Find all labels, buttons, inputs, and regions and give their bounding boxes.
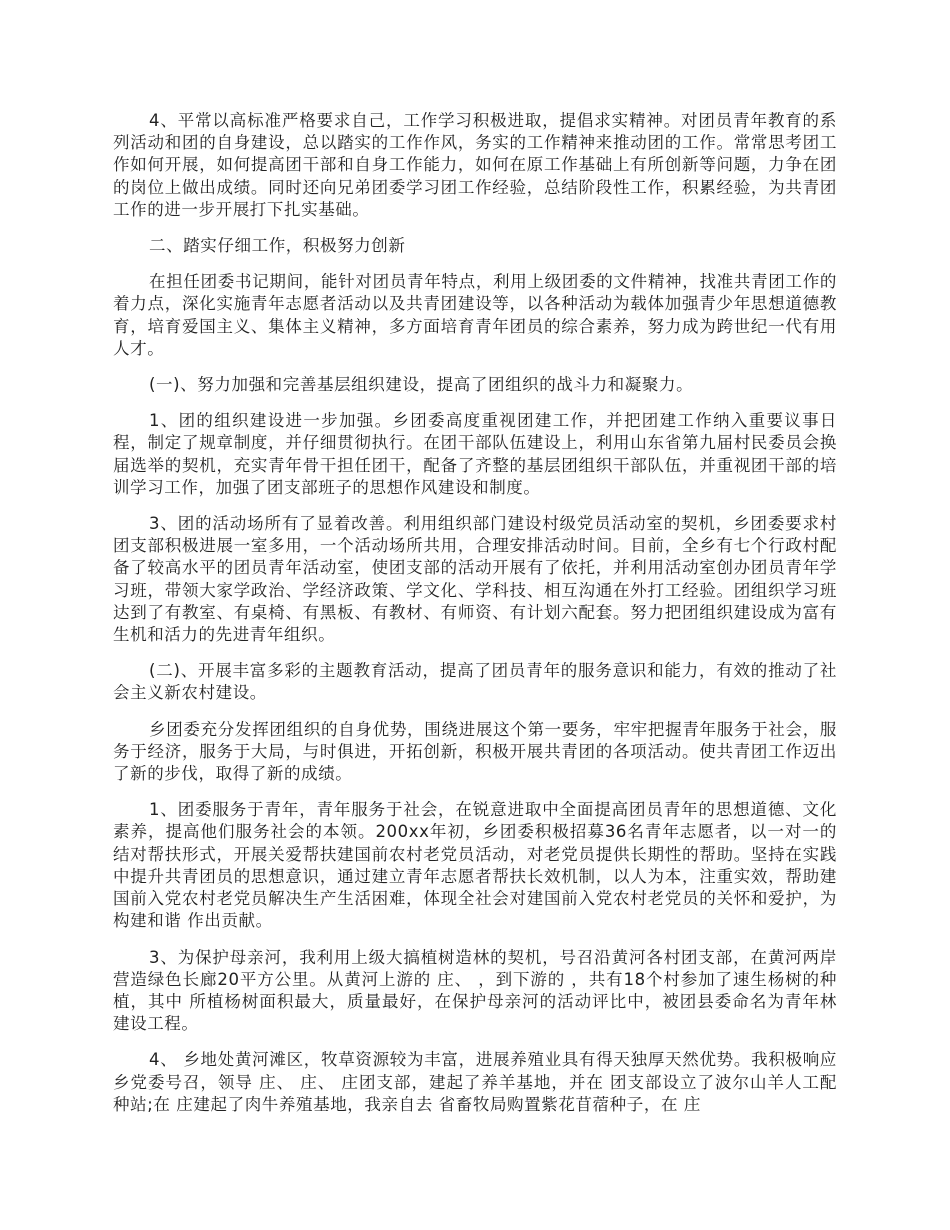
section-heading-2: 二、踏实仔细工作，积极努力创新 <box>149 236 406 256</box>
subsection-heading-1: (一)、努力加强和完善基层组织建设，提高了团组织的战斗力和凝聚力。 <box>149 375 694 395</box>
paragraph-livestock-base: 4、 乡地处黄河滩区，牧草资源较为丰富，进展养殖业具有得天独厚天然优势。我积极响应乡党委号召，领导 庄、 庄、 庄团支部，建起了养羊基地，并在 团支部设立了波尔山羊人工配种站;在 庄建起了肉牛养殖基地，我亲自去 省畜牧局购置紫花苜蓿种子，在 庄 <box>113 1050 837 1114</box>
paragraph-tenure-summary: 在担任团委书记期间，能针对团员青年特点，利用上级团委的文件精神，找准共青团工作的着力点，深化实施青年志愿者活动以及共青团建设等，以各种活动为载体加强青少年思想道德教育，培育爱国主义、集体主义精神，多方面培育青年团员的综合素养，努力成为跨世纪一代有用人才。 <box>113 272 837 358</box>
paragraph-point-4-self-discipline: 4、平常以高标准严格要求自己，工作学习积极进取，提倡求实精神。对团员青年教育的系列活动和团的自身建设，总以踏实的工作作风，务实的工作精神来推动团的工作。常常思考团工作如何开展，如何提高团干部和自身工作能力，如何在原工作基础上有所创新等问题，力争在团的岗位上做出成绩。同时还向兄弟团委学习团工作经验，总结阶段性工作，积累经验，为共青团工作的进一步开展打下扎实基础。 <box>113 111 837 219</box>
paragraph-activity-venues: 3、团的活动场所有了显着改善。利用组织部门建设村级党员活动室的契机，乡团委要求村团支部积极进展一室多用，一个活动场所共用，合理安排活动时间。目前，全乡有七个行政村配备了较高水平的团员青年活动室，使团支部的活动开展有了依托，并利用活动室创办团员青年学习班，带领大家学政治、学经济政策、学文化、学科技、相互沟通在外打工经验。团组织学习班达到了有教室、有桌椅、有黑板、有教材、有师资、有计划六配套。努力把团组织建设成为富有生机和活力的先进青年组织。 <box>113 514 837 645</box>
paragraph-mother-river: 3、为保护母亲河，我利用上级大搞植树造林的契机，号召沿黄河各村团支部，在黄河两岸营造绿色长廊20平方公里。从黄河上游的 庄、 ，到下游的 ，共有18个村参加了速生杨树的种植，其中 所植杨树面积最大，质量最好，在保护母亲河的活动评比中，被团县委命名为青年林建设工程。 <box>113 947 837 1034</box>
paragraph-league-advantages: 乡团委充分发挥团组织的自身优势，围绕进展这个第一要务，牢牢把握青年服务于社会，服务于经济，服务于大局，与时俱进，开拓创新，积极开展共青团的各项活动。使共青团工作迈出了新的步伐，取得了新的成绩。 <box>113 719 837 784</box>
paragraph-volunteer-service: 1、团委服务于青年，青年服务于社会，在锐意进取中全面提高团员青年的思想道德、文化素养，提高他们服务社会的本领。200xx年初，乡团委积极招募36名青年志愿者，以一对一的结对帮扶形式，开展关爱帮扶建国前农村老党员活动，对老党员提供长期性的帮助。坚持在实践中提升共青团员的思想意识，通过建立青年志愿者帮扶长效机制，以人为本，注重实效，帮助建国前入党农村老党员解决生产生活困难，体现全社会对建国前入党农村老党员的关怀和爱护，为构建和谐 作出贡献。 <box>113 800 837 931</box>
subsection-heading-2: (二)、开展丰富多彩的主题教育活动，提高了团员青年的服务意识和能力，有效的推动了社会主义新农村建设。 <box>113 661 837 703</box>
paragraph-organization-building: 1、团的组织建设进一步加强。乡团委高度重视团建工作，并把团建工作纳入重要议事日程，制定了规章制度，并仔细贯彻执行。在团干部队伍建设上，利用山东省第九届村民委员会换届选举的契机，充实青年骨干担任团干，配备了齐整的基层团组织干部队伍，并重视团干部的培训学习工作，加强了团支部班子的思想作风建设和制度。 <box>113 411 837 497</box>
document-body <box>113 110 837 1130</box>
